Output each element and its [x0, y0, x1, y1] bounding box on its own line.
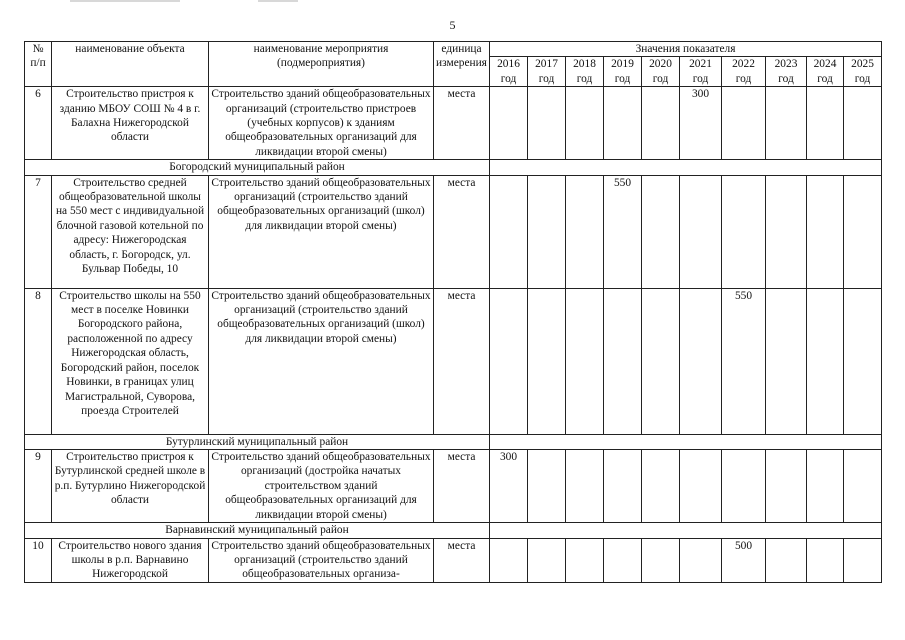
year-suffix: год [538, 72, 555, 85]
value-cell [680, 450, 722, 523]
value-cell [807, 450, 844, 523]
header-values: Значения показателя [490, 42, 882, 57]
year-label: 2021 [689, 58, 712, 71]
year-suffix: год [778, 72, 794, 85]
year-label: 2017 [535, 58, 558, 71]
district-title: Богородский муниципальный район [25, 160, 490, 175]
value-cell [722, 87, 766, 160]
value-cell [844, 288, 882, 434]
row-number: 8 [25, 288, 52, 434]
year-header [766, 57, 807, 87]
scan-edge-mark [258, 0, 298, 2]
unit-cell: места [434, 288, 490, 434]
indicator-table [24, 41, 882, 583]
object-name: Строительство пристроя к Бутурлинской средней школе в р.п. Бутурлино Нижегородской области [52, 450, 209, 523]
value-cell: 300 [680, 87, 722, 160]
value-cell [642, 175, 680, 288]
district-row [25, 160, 882, 175]
value-cell: 500 [722, 538, 766, 582]
value-cell [566, 450, 604, 523]
year-label: 2016 [497, 58, 520, 71]
unit-cell: места [434, 87, 490, 160]
header-num: № п/п [25, 42, 52, 87]
value-cell [604, 450, 642, 523]
year-header [844, 57, 882, 87]
table-row [25, 288, 882, 434]
year-suffix: год [735, 72, 752, 85]
row-number: 9 [25, 450, 52, 523]
year-header [528, 57, 566, 87]
unit-cell: места [434, 175, 490, 288]
value-cell [642, 288, 680, 434]
value-cell [566, 175, 604, 288]
value-cell [807, 87, 844, 160]
year-label: 2020 [649, 58, 672, 71]
year-label: 2024 [813, 58, 837, 71]
object-name: Строительство школы на 550 мест в поселке Новинки Богородского района, расположенной по адресу Нижегородская область, Богородский район, поселок Новинки, в границах улиц Магистральной, Суворова, проезда Строителей [52, 288, 209, 434]
year-suffix: год [817, 72, 833, 85]
page-number: 5 [449, 18, 456, 32]
year-label: 2023 [774, 58, 798, 71]
object-name: Строительство пристроя к зданию МБОУ СОШ № 4 в г. Балахна Нижегородской области [52, 87, 209, 160]
year-suffix: год [614, 72, 631, 85]
measure-name: Строительство зданий общеобразовательных организаций (строительство зданий общеобразовательных организаций (школ) для ликвидации второй смены) [209, 175, 434, 288]
year-header [680, 57, 722, 87]
measure-name: Строительство зданий общеобразовательных организаций (строительство зданий общеобразовательных организа- [209, 538, 434, 582]
district-title: Варнавинский муниципальный район [25, 523, 490, 538]
year-header [642, 57, 680, 87]
year-suffix: год [854, 72, 871, 85]
row-number: 10 [25, 538, 52, 582]
value-cell [566, 87, 604, 160]
value-cell [766, 450, 807, 523]
year-header [566, 57, 604, 87]
value-cell: 550 [604, 175, 642, 288]
value-cell: 550 [722, 288, 766, 434]
district-spacer [490, 523, 882, 538]
value-cell [766, 288, 807, 434]
year-header [722, 57, 766, 87]
value-cell [566, 538, 604, 582]
value-cell [642, 538, 680, 582]
header-measure: наименование мероприятия (подмероприятия) [209, 42, 434, 87]
value-cell [722, 175, 766, 288]
row-number: 7 [25, 175, 52, 288]
district-row [25, 523, 882, 538]
value-cell [490, 538, 528, 582]
year-suffix: год [692, 72, 709, 85]
object-name: Строительство средней общеобразовательной школы на 550 мест с индивидуальной блочной газовой котельной по адресу: Нижегородская область, г. Богородск, ул. Бульвар Победы, 10 [52, 175, 209, 288]
district-title: Бутурлинский муниципальный район [25, 434, 490, 449]
year-suffix: год [500, 72, 517, 85]
header-unit: единица измерения [434, 42, 490, 87]
value-cell [528, 288, 566, 434]
year-suffix: год [652, 72, 669, 85]
table-body [25, 87, 882, 583]
value-cell [844, 175, 882, 288]
year-label: 2025 [851, 58, 874, 71]
value-cell [807, 288, 844, 434]
year-header [604, 57, 642, 87]
value-cell [566, 288, 604, 434]
value-cell [642, 450, 680, 523]
table-row [25, 87, 882, 160]
value-cell [604, 87, 642, 160]
value-cell [766, 538, 807, 582]
row-number: 6 [25, 87, 52, 160]
measure-name: Строительство зданий общеобразовательных организаций (строительство зданий общеобразовательных организаций (школ) для ликвидации второй смены) [209, 288, 434, 434]
table-row [25, 538, 882, 582]
value-cell [807, 175, 844, 288]
value-cell [604, 288, 642, 434]
district-row [25, 434, 882, 449]
value-cell [528, 87, 566, 160]
value-cell [490, 288, 528, 434]
unit-cell: места [434, 450, 490, 523]
measure-name: Строительство зданий общеобразовательных организаций (достройка начатых строительством зданий общеобразовательных организаций для ликвидации второй смены) [209, 450, 434, 523]
value-cell [642, 87, 680, 160]
scan-edge-mark [70, 0, 180, 2]
value-cell [680, 288, 722, 434]
value-cell [807, 538, 844, 582]
table-row [25, 450, 882, 523]
value-cell: 300 [490, 450, 528, 523]
year-label: 2018 [573, 58, 596, 71]
value-cell [604, 538, 642, 582]
header-object: наименование объекта [52, 42, 209, 87]
table-row [25, 175, 882, 288]
value-cell [680, 538, 722, 582]
unit-cell: места [434, 538, 490, 582]
table-header [25, 42, 882, 87]
value-cell [766, 175, 807, 288]
value-cell [528, 175, 566, 288]
year-header [490, 57, 528, 87]
object-name: Строительство нового здания школы в р.п. Варнавино Нижегородской [52, 538, 209, 582]
value-cell [528, 538, 566, 582]
value-cell [490, 87, 528, 160]
district-spacer [490, 160, 882, 175]
value-cell [680, 175, 722, 288]
measure-name: Строительство зданий общеобразовательных организаций (строительство пристроев (учебных корпусов) к зданиям общеобразовательных организаций для ликвидации второй смены) [209, 87, 434, 160]
year-label: 2022 [732, 58, 755, 71]
value-cell [844, 87, 882, 160]
value-cell [844, 450, 882, 523]
value-cell [844, 538, 882, 582]
year-label: 2019 [611, 58, 634, 71]
year-suffix: год [576, 72, 593, 85]
value-cell [528, 450, 566, 523]
year-header [807, 57, 844, 87]
value-cell [722, 450, 766, 523]
value-cell [766, 87, 807, 160]
district-spacer [490, 434, 882, 449]
value-cell [490, 175, 528, 288]
